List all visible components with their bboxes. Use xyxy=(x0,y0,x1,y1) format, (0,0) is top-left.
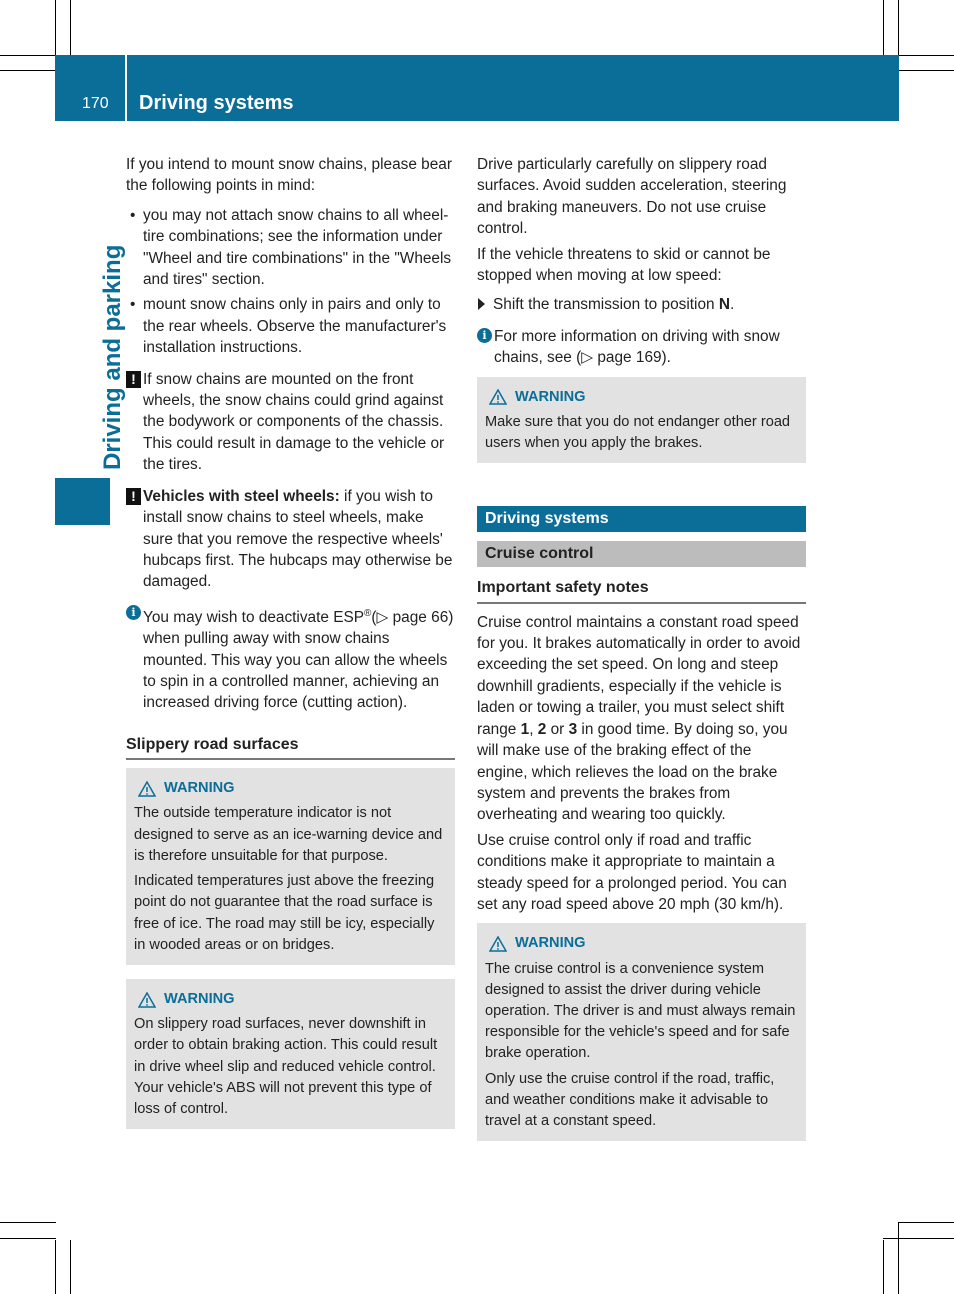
crop-mark xyxy=(898,1222,954,1223)
crop-mark xyxy=(0,55,56,56)
paragraph: Use cruise control only if road and traffic conditions make it appropriate to maintain a steady speed for a prolonged period. You can set any road speed above 20 mph (30 km/h). xyxy=(477,831,787,913)
info-text: You may wish to deactivate ESP xyxy=(143,608,365,626)
page-number: 170 xyxy=(82,95,109,112)
warning-text: On slippery road surfaces, never downshift in order to obtain braking action. This could result in drive wheel slip and reduced vehicle control. Your vehicle's ABS will not prevent this type of loss of control. xyxy=(134,1016,438,1117)
list-item-text: you may not attach snow chains to all wheel-tire combinations; see the information under "Wheel and tire combinations" in the "Wheels and tires" section. xyxy=(143,206,452,289)
crop-mark xyxy=(898,55,954,56)
page-title: Driving systems xyxy=(139,92,294,114)
shift-range-1: 1 xyxy=(520,720,530,738)
exclamation-icon: ! xyxy=(126,488,141,505)
page-header xyxy=(55,55,899,121)
list-item: • mount snow chains only in pairs and only to the rear wheels. Observe the manufacturer's installation instructions. xyxy=(130,296,447,357)
info-snow-chains xyxy=(477,326,806,369)
warning-text: Only use the cruise control if the road, traffic, and weather conditions make it advisable to travel at a constant speed. xyxy=(485,1070,775,1129)
info-text: For more information on driving with snow chains, see (▷ page 169). xyxy=(494,327,780,367)
warning-box xyxy=(126,768,455,965)
warning-label: WARNING xyxy=(515,388,586,405)
paragraph xyxy=(477,612,806,826)
paragraph-text: or xyxy=(546,720,569,738)
crop-mark xyxy=(898,1222,899,1294)
instruction-step xyxy=(477,294,806,315)
list-item: • you may not attach snow chains to all wheel-tire combinations; see the information under "Wheel and tire combinations" in the "Wheels and tires" section. xyxy=(130,206,452,289)
registered-mark: ® xyxy=(364,607,372,619)
notice-text: if you wish to install snow chains to steel wheels, make sure that you remove the respective wheels' hubcaps first. The hubcaps may otherwise be damaged. xyxy=(143,487,453,591)
info-icon: i xyxy=(477,328,492,343)
step-arrow-icon xyxy=(478,298,485,310)
chapter-tab-label: Driving and parking xyxy=(99,244,126,470)
warning-label: WARNING xyxy=(164,780,235,797)
intro-paragraph: If you intend to mount snow chains, please bear the following points in mind: xyxy=(126,156,452,195)
crop-mark xyxy=(898,0,899,56)
step-bold: N xyxy=(718,296,730,314)
crop-mark xyxy=(883,1240,884,1294)
step-text: Shift the transmission to position xyxy=(493,296,719,314)
shift-range-3: 3 xyxy=(568,720,578,738)
crop-mark xyxy=(0,1222,56,1223)
warning-label: WARNING xyxy=(164,990,235,1007)
crop-mark xyxy=(0,1238,56,1239)
paragraph-text: in good time. By doing so, you will make use of the braking effect of the engine, which relieves the load on the brake system and prevents the brakes from overheating and wearing too quickly. xyxy=(477,720,788,824)
list-item-text: mount snow chains only in pairs and only to the rear wheels. Observe the manufacturer's installation instructions. xyxy=(143,296,447,357)
crop-mark xyxy=(70,1240,71,1294)
warning-box xyxy=(126,979,455,1129)
section-heading-slippery: Slippery road surfaces xyxy=(126,734,455,760)
crop-mark xyxy=(70,0,71,56)
warning-box xyxy=(477,923,806,1141)
crop-mark xyxy=(55,1240,56,1294)
info-esp xyxy=(126,603,455,714)
paragraph: Drive particularly carefully on slippery road surfaces. Avoid sudden acceleration, steering and braking maneuvers. Do not use cruise control. xyxy=(477,156,787,238)
paragraph-text: , xyxy=(529,720,538,738)
warning-triangle-icon xyxy=(138,781,156,797)
crop-mark xyxy=(883,0,884,56)
warning-text: Indicated temperatures just above the freezing point do not guarantee that the road surface is free of ice. The road may still be icy, especially in wooded areas or on bridges. xyxy=(134,873,435,953)
crop-mark xyxy=(55,0,56,56)
crop-mark xyxy=(883,1238,954,1239)
paragraph: If the vehicle threatens to skid or cannot be stopped when moving at low speed: xyxy=(477,245,771,285)
notice-text: If snow chains are mounted on the front wheels, the snow chains could grind against the bodywork or components of the chassis. This could result in damage to the vehicle or the tires. xyxy=(143,370,445,474)
chapter-tab-marker xyxy=(55,478,110,525)
step-end: . xyxy=(729,296,735,314)
left-column xyxy=(126,154,455,1129)
warning-text: The cruise control is a convenience system designed to assist the driver during vehicle operation. The driver is and must always remain responsible for the vehicle's speed and for safe brake operation. xyxy=(485,960,796,1062)
warning-triangle-icon xyxy=(138,992,156,1008)
info-text-continued: (▷ page 66) when pulling away with snow chains mounted. This way you can allow the wheels to spin in a controlled manner, achieving an increased driving force (cutting action). xyxy=(143,608,454,712)
warning-triangle-icon xyxy=(489,389,507,405)
warning-box xyxy=(477,377,806,464)
crop-mark xyxy=(0,70,56,71)
exclamation-icon: ! xyxy=(126,371,141,388)
notice-vehicle-damage xyxy=(126,369,455,476)
paragraph-text: Cruise control maintains a constant road speed for you. It brakes automatically in order to avoid exceeding the set speed. On long and steep downhill gradients, especially if the vehicle is laden or towing a trailer, you must select shift range xyxy=(477,613,801,738)
notice-steel-wheels xyxy=(126,486,455,593)
right-column xyxy=(477,154,806,1141)
warning-text: The outside temperature indicator is not designed to serve as an ice-warning device and is therefore unsuitable for that purpose. xyxy=(134,805,443,864)
shift-range-2: 2 xyxy=(537,720,547,738)
header-divider xyxy=(125,55,127,121)
subsection-bar-cruise-control: Cruise control xyxy=(477,541,806,567)
info-icon: i xyxy=(126,605,141,620)
section-heading-safety: Important safety notes xyxy=(477,577,806,603)
notice-bold-label: Vehicles with steel wheels: xyxy=(143,487,340,505)
crop-mark xyxy=(898,70,954,71)
warning-text: Make sure that you do not endanger other road users when you apply the brakes. xyxy=(485,413,791,452)
section-bar-driving-systems: Driving systems xyxy=(477,506,806,532)
warning-label: WARNING xyxy=(515,935,586,952)
warning-triangle-icon xyxy=(489,936,507,952)
